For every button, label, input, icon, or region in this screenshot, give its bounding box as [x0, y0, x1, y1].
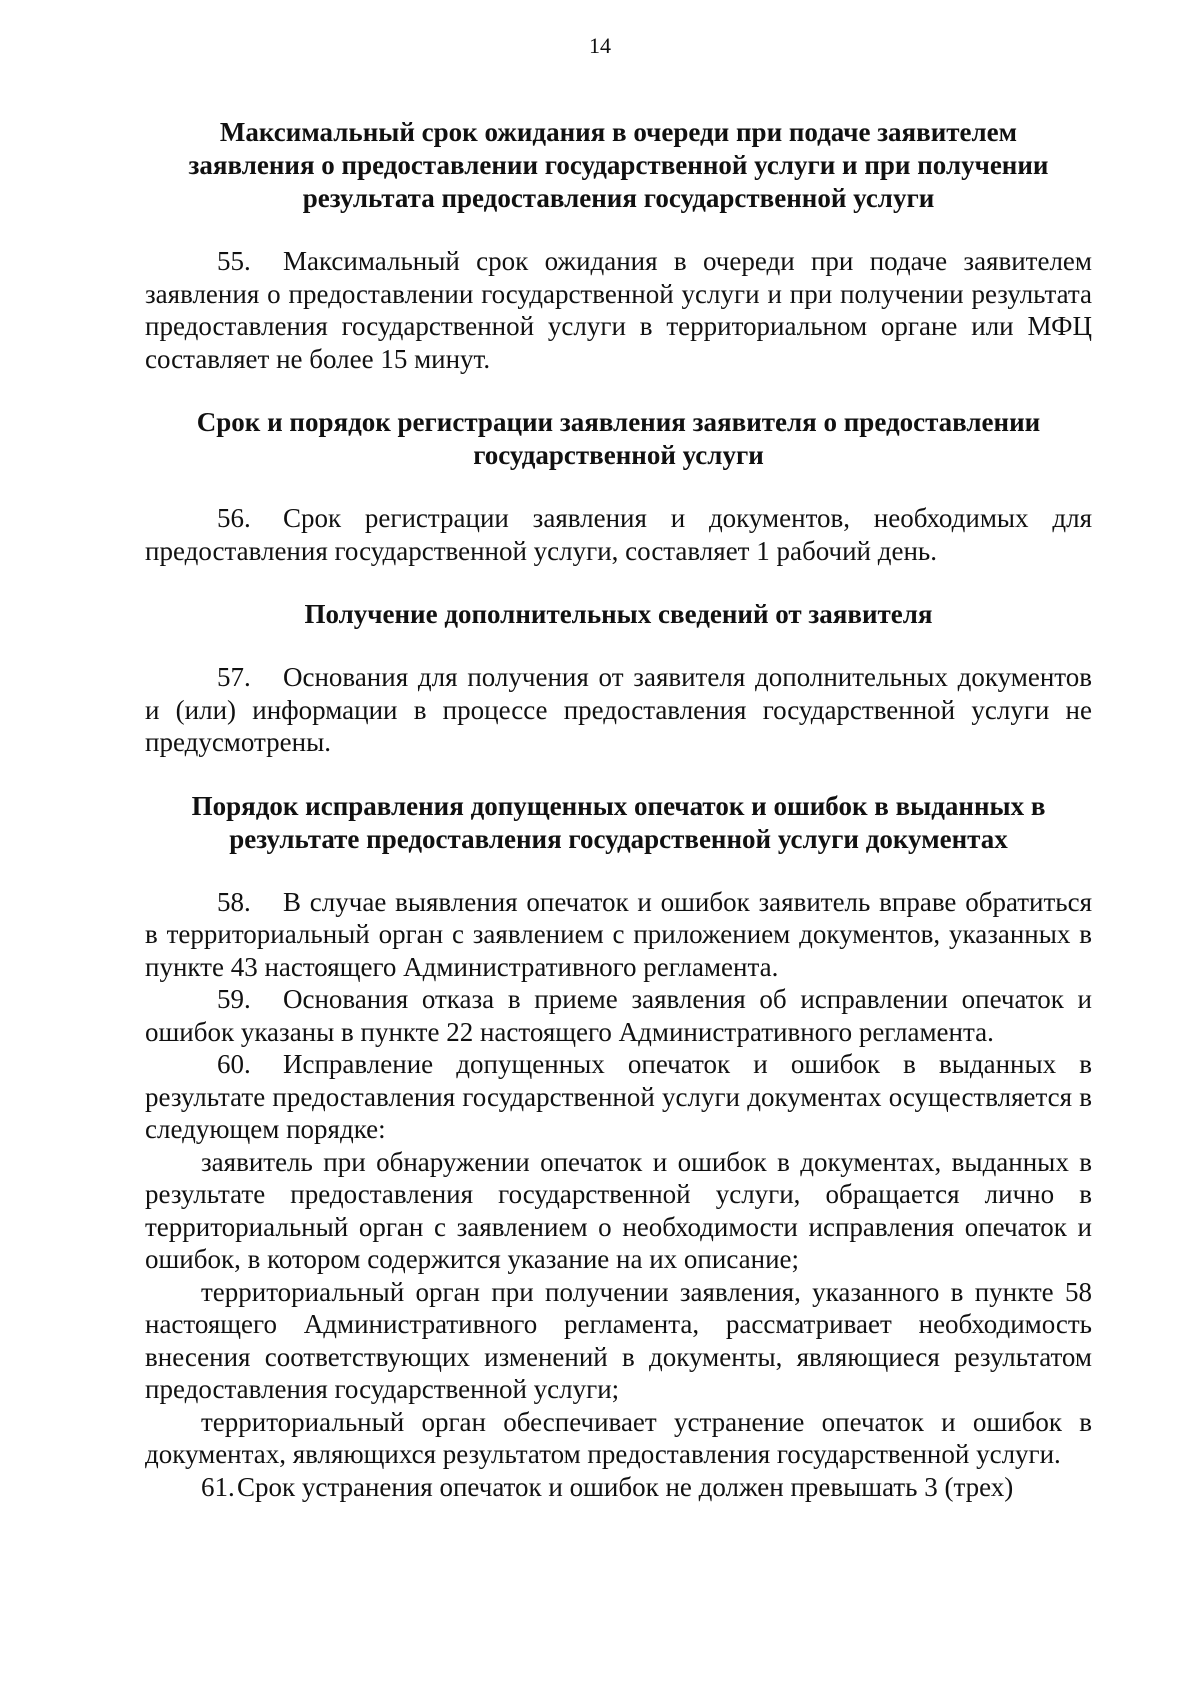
paragraph-text: Основания отказа в приеме заявления об исправлении опечаток и ошибок указаны в пункте 22 настоящего Административного регламента.: [145, 984, 1092, 1047]
paragraph-60: [145, 1048, 1092, 1146]
paragraph-number: 57.: [217, 662, 251, 692]
paragraph-number: 60.: [217, 1049, 251, 1079]
paragraph-58: [145, 886, 1092, 984]
list-item: территориальный орган при получении заявления, указанного в пункте 58 настоящего Административного регламента, рассматривает необходимость внесения соответствующих изменений в документы, являющиеся результатом предоставления государственной услуги;: [145, 1276, 1092, 1404]
document-body: [145, 116, 1092, 1503]
paragraph-59: [145, 983, 1092, 1048]
paragraph-text: Максимальный срок ожидания в очереди при подаче заявителем заявления о предоставлении государственной услуги и при получении результата предоставления государственной услуги в территориальном органе или МФЦ составляет не более 15 минут.: [145, 246, 1092, 374]
section-heading: Получение дополнительных сведений от заявителя: [304, 599, 933, 629]
section-heading: Порядок исправления допущенных опечаток и ошибок в выданных в результате предоставления государственной услуги документах: [191, 790, 1046, 854]
list-item: территориальный орган обеспечивает устранение опечаток и ошибок в документах, являющихся результатом предоставления государственной услуги.: [145, 1406, 1092, 1469]
paragraph-text: Срок устранения опечаток и ошибок не должен превышать 3 (трех): [237, 1471, 1014, 1502]
paragraph-text: Основания для получения от заявителя дополнительных документов и (или) информации в процессе предоставления государственной услуги не предусмотрены.: [145, 662, 1092, 757]
paragraph-57: [145, 661, 1092, 759]
paragraph-55: [145, 245, 1092, 375]
list-item: заявитель при обнаружении опечаток и ошибок в документах, выданных в результате предоставления государственной услуги, обращается лично в территориальный орган с заявлением о необходимости исправления опечаток и ошибок, в котором содержится указание на их описание;: [145, 1146, 1092, 1274]
paragraph-number: 55.: [217, 246, 251, 276]
paragraph-number: 58.: [217, 886, 251, 917]
paragraph-61: [145, 1471, 1092, 1504]
paragraph-text: Срок регистрации заявления и документов, необходимых для предоставления государственной услуги, составляет 1 рабочий день.: [145, 503, 1092, 566]
paragraph-number: 59.: [217, 984, 251, 1014]
paragraph-56: [145, 502, 1092, 567]
paragraph-number: 56.: [217, 503, 251, 533]
section-heading: Максимальный срок ожидания в очереди при подаче заявителем заявления о предоставлении государственной услуги и при получении результата предоставления государственной услуги: [188, 117, 1049, 213]
paragraph-text: В случае выявления опечаток и ошибок заявитель вправе обратиться в территориальный орган с заявлением с приложением документов, указанных в пункте 43 настоящего Административного регламента.: [145, 886, 1092, 982]
paragraph-text: Исправление допущенных опечаток и ошибок в выданных в результате предоставления государственной услуги документах осуществляется в следующем порядке:: [145, 1049, 1092, 1144]
paragraph-number: 61.: [201, 1471, 235, 1502]
page-number: 14: [589, 33, 611, 58]
section-heading: Срок и порядок регистрации заявления заявителя о предоставлении государственной услуги: [196, 407, 1041, 470]
